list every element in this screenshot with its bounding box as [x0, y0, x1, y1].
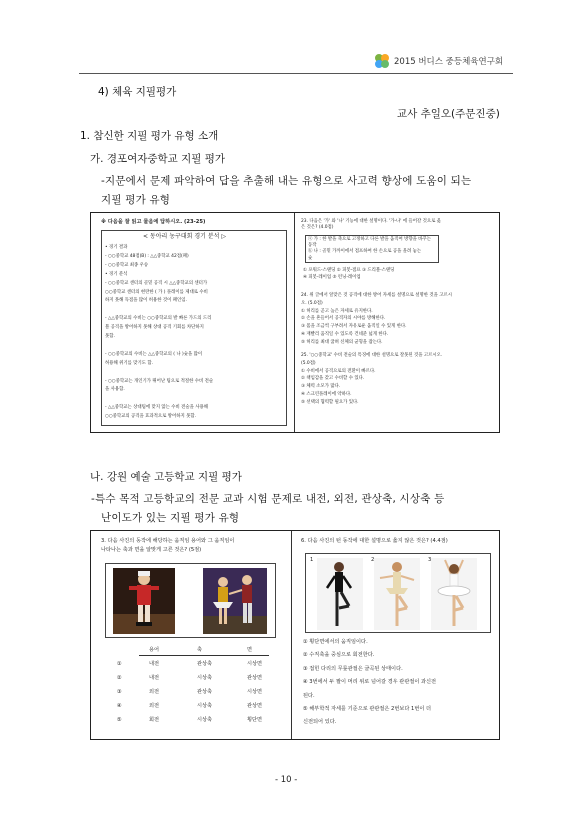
q25-line: ① 수비에서 공격으로의 전환이 빠르다. — [301, 368, 376, 374]
passage-line: - ○○중학교는 개인기가 뛰어난 팀으로 적절한 수비 전술 — [105, 378, 214, 384]
exam-a-scan — [90, 212, 500, 433]
passage-line: - ○○중학교의 수비는 △△중학교의 ( 나 )슛을 많이 — [105, 351, 203, 357]
exam-b-q3-line-1: 3. 다음 사진의 동작에 해당하는 움직임 용어와 그 움직임이 — [101, 538, 235, 544]
q23-box-line: ⓑ 나 : 골밑 가까이에서 점프하여 한 손으로 공을 올려 놓는 — [308, 249, 422, 255]
passage-line: - ○○중학교 센터의 골밑 공격 시 △△중학교의 센터가 — [105, 280, 208, 286]
q25-line: 25. '○○중학교' 수비 전술의 특징에 대한 설명으로 잘못된 것을 고르시오. — [301, 353, 443, 358]
section-heading: 4) 체육 지필평가 — [98, 86, 177, 98]
table-cell: 관상축 — [197, 689, 213, 695]
table-cell: 시상축 — [197, 703, 213, 709]
q24-line: ① 허리를 곧고 높은 자세로 유지한다. — [301, 308, 373, 314]
exam-a-box-title: < 동아리 농구대회 경기 분석 ▷ — [143, 233, 226, 240]
passage-line: 블 공격을 방어하지 못해 상대 공격 기회를 차단하지 — [105, 325, 204, 331]
subsection-b-title: 나. 강원 예술 고등학교 지필 평가 — [90, 471, 242, 483]
subsection-b-desc-2: 난이도가 있는 지필 평가 유형 — [101, 512, 240, 524]
q24-line: 24. 위 글에서 알맞은 것 공격에 대한 방어 자세를 설명으로 설명한 것을 고르시 — [301, 293, 452, 298]
q6-option: ① 횡단면에서의 움직임이다. — [303, 639, 368, 645]
exam-b-q3-line-2: 나타나는 축과 면을 알맞게 고른 것은? (5점) — [101, 547, 202, 553]
q25-line: ② 책임감을 갖고 수비할 수 있다. — [301, 376, 365, 382]
passage-line: ○○중학교의 공격을 효과적으로 방어하지 못함. — [105, 414, 196, 420]
q6-option: 신전되어 있다. — [303, 719, 337, 726]
passage-line: • 경기 결과 — [105, 245, 128, 250]
dancer-turn-3-photo — [431, 558, 477, 630]
passage-line: 을 사용함. — [105, 387, 125, 393]
q23-box-line: 슛 — [308, 255, 313, 261]
q23-box-line: 동작 — [308, 243, 317, 249]
q23-option: ① 포워드-스탠딩 ② 피봇-점프 ③ 드리블-스탠딩 — [303, 268, 395, 273]
table-cell: ① — [117, 661, 122, 667]
table-cell: 시상면 — [247, 689, 263, 695]
passage-line: - △△중학교의 수비는 ○○중학교의 발 빠른 가드의 드리 — [105, 316, 212, 322]
q6-option: ④ 3번에서 두 팔이 머리 위로 넘어갈 경우 관관절이 과신전 — [303, 679, 437, 686]
q25-line: ④ 스크린플레이에 약하다. — [301, 392, 352, 397]
section-1-title: 1. 참신한 지필 평가 유형 소개 — [80, 130, 219, 142]
table-cell: 관상면 — [247, 703, 263, 709]
table-cell: 시상면 — [247, 661, 263, 667]
header-title: 2015 버디스 중등체육연구회 — [394, 57, 504, 67]
q6-option: ② 수직축을 중심으로 회전한다. — [303, 652, 375, 659]
header-divider — [79, 73, 513, 74]
q6-option: ③ 접힌 다리의 무릎관절은 굴곡된 상태이다. — [303, 665, 403, 672]
clover-logo-icon — [372, 52, 392, 70]
ballet-couple-photo — [203, 568, 267, 634]
passage-line: • 경기 분석 — [105, 271, 128, 277]
exam-b-scan — [90, 530, 500, 740]
table-header: 축 — [197, 647, 203, 653]
page-number: - 10 - — [275, 775, 298, 785]
q23-option: ④ 피봇-레이업 ⑤ 런닝-레이업 — [303, 275, 361, 281]
author-line: 교사 추일오(주문진중) — [397, 108, 500, 120]
table-cell: 시상축 — [197, 675, 213, 681]
passage-line: 하지 못해 득점을 많이 허용한 것이 패인임. — [105, 298, 187, 304]
subsection-a-desc-2: 지필 평가 유형 — [101, 194, 171, 206]
dancer-turn-1-photo — [317, 558, 363, 630]
dancer-turn-2-photo — [374, 558, 420, 630]
exam-b-q6-title: 6. 다음 사진의 턴 동작에 대한 설명으로 옳지 않은 것은? (4.4점) — [301, 538, 448, 544]
q6-option: 된다. — [303, 692, 315, 699]
photo-label-3: 3 — [428, 557, 432, 563]
photo-label-2: 2 — [371, 557, 375, 563]
q25-line: ③ 체력 소모가 많다. — [301, 384, 341, 390]
q6-option: ⑤ 해부학적 자세를 기준으로 관관절은 2번보다 1번이 더 — [303, 706, 432, 712]
table-cell: ③ — [117, 689, 122, 695]
table-cell: 외전 — [149, 689, 160, 695]
table-cell: 관상면 — [247, 675, 263, 681]
q24-line: ⑤ 허리를 최대 굽혀 신체의 균형을 잡는다. — [301, 339, 383, 345]
table-cell: ⑤ — [117, 717, 122, 723]
q24-line: ③ 몸을 조금씩 구부려서 자유로운 움직일 수 있게 한다. — [301, 324, 407, 330]
passage-line: 허용해 위기를 맞기도 함. — [105, 360, 153, 366]
table-header: 면 — [247, 647, 253, 653]
passage-line: - △△중학교는 상대팀에 맞지 않는 수비 전술을 사용해 — [105, 405, 208, 411]
exam-a-instruction: ※ 다음을 잘 읽고 물음에 답하시오. (23-25) — [101, 219, 206, 225]
table-cell: 내전 — [149, 661, 160, 667]
table-header: 용어 — [149, 647, 160, 653]
subsection-a-desc-1: -지문에서 문제 파악하여 답을 추출해 내는 유형으로 사고력 향상에 도움이 되는 — [101, 175, 472, 187]
q24-line: ④ 재빨리 움직일 수 있도록 건네준 넓게 한다. — [301, 332, 389, 337]
passage-line: - ○○중학교 최종 우승 — [105, 262, 149, 268]
table-cell: ④ — [117, 703, 122, 709]
q25-line: ⑤ 선택의 협력할 필요가 있다. — [301, 399, 359, 405]
exam-a-divider — [294, 213, 295, 433]
q25-line: (5.0점) — [301, 360, 316, 366]
table-cell: 외전 — [149, 703, 160, 709]
table-cell: 관상축 — [197, 661, 213, 667]
q24-line: 오. (5.0점) — [301, 300, 323, 306]
q23-line: 23. 다음은 '가' 와 '나' 기능에 대한 설명이다. '가-나' 에 들어갈 것으로 옳 — [301, 219, 441, 224]
subsection-b-desc-1: -특수 목적 고등학교의 전문 교과 시험 문제로 내전, 외전, 관상축, 시상축 등 — [91, 493, 445, 505]
nutcracker-dancer-photo — [113, 568, 175, 634]
passage-line: ○○중학교 센터의 현란한 ( 가 ) 플레이를 제대로 수비 — [105, 289, 208, 295]
table-cell: 회전 — [149, 717, 160, 723]
exam-b-divider — [291, 531, 292, 740]
q23-line: 은 것은? (4.0점) — [301, 225, 334, 231]
subsection-a-title: 가. 경포여자중학교 지필 평가 — [90, 153, 226, 165]
table-header-rule — [139, 655, 269, 656]
table-cell: 시상축 — [197, 717, 213, 723]
photo-label-1: 1 — [310, 557, 314, 563]
table-cell: ② — [117, 675, 122, 681]
passage-line: - ○○중학교 48점(B) : △△중학교 42점(패) — [105, 253, 189, 259]
table-cell: 횡단면 — [247, 717, 263, 723]
q24-line: ② 손을 흔들어서 공격자의 시야를 방해한다. — [301, 316, 386, 322]
table-cell: 내전 — [149, 675, 160, 681]
passage-line: 못함. — [105, 334, 115, 339]
q23-box-line: ⓐ 가 : 한 발을 축으로 고정하고 다른 발을 움직여 방향을 바꾸는 — [308, 237, 432, 242]
